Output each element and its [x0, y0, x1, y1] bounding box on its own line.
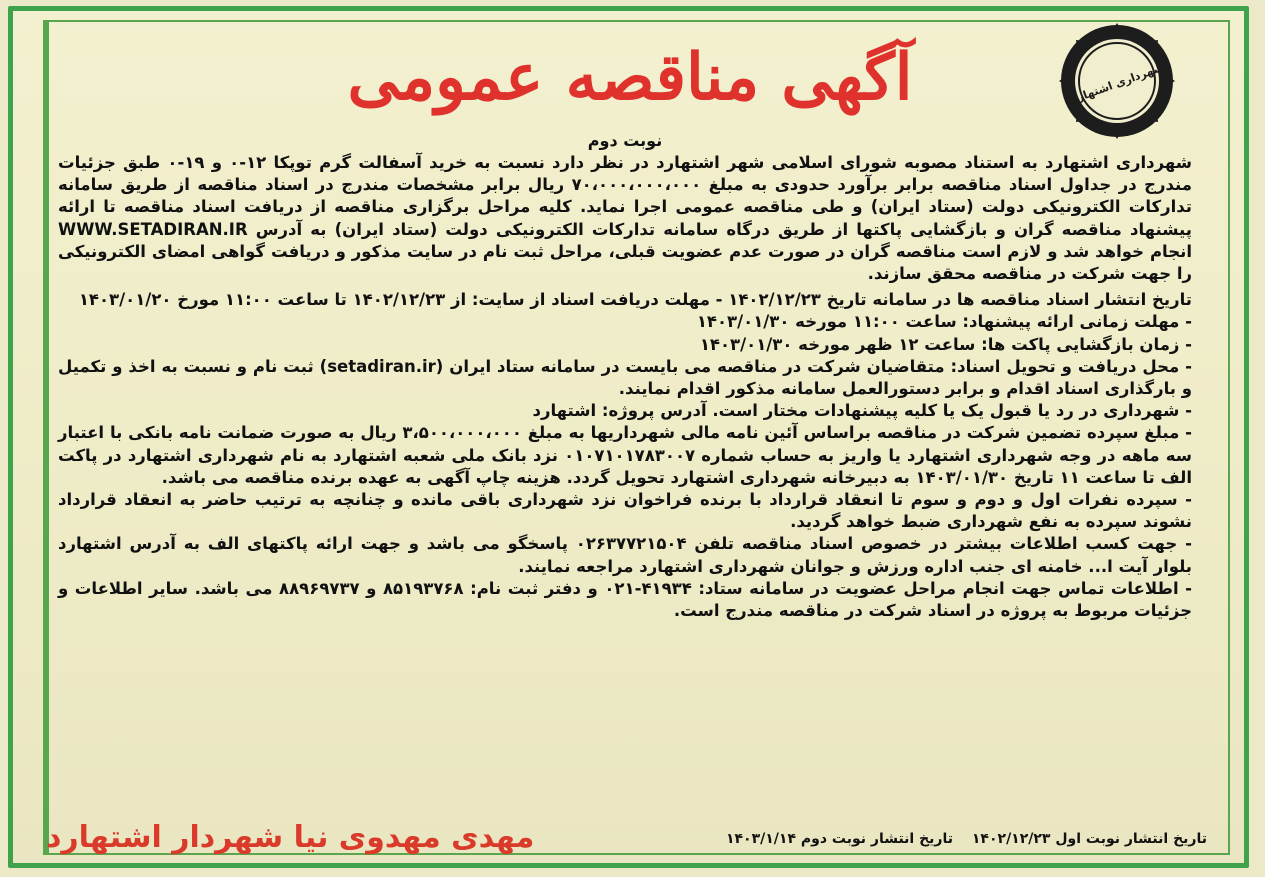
setad-contact: - اطلاعات تماس جهت انجام مراحل عضویت در سامانه ستاد: ۴۱۹۳۴-۰۲۱ و دفتر ثبت نام: ۸۵۱۹۳۷۶۸ و ۸۸۹۶۹۷۳۷ می باشد. سایر اطلاعات و جزئیات مربوط به پروژه در اسناد شرکت در مناقصه مندرج است. [58, 578, 1192, 621]
publication-footer [567, 828, 1207, 850]
municipality-logo-icon [1058, 22, 1176, 140]
opening-time: - زمان بازگشایی پاکت ها: ساعت ۱۲ ظهر مورخه ۱۴۰۳/۰۱/۳۰ [699, 334, 1192, 354]
intro-paragraph: شهرداری اشتهارد به استناد مصوبه شورای اسلامی شهر اشتهارد در نظر دارد نسبت به خرید آسفالت گرم توپکا ۱۲-۰ و ۱۹-۰ طبق جزئیات مندرج در جداول اسناد مناقصه برابر برآورد حدودی به مبلغ ۷۰،۰۰۰،۰۰۰،۰۰۰ ریال برابر مشخصات مندرج در اسناد مناقصه از طریق سامانه تدارکات الکترونیکی دولت (ستاد ایران) و طی مناقصه عمومی اجرا نماید. کلیه مراحل برگزاری مناقصه از دریافت اسناد مناقصه تا ارائه پیشنهاد مناقصه گران و بازگشایی پاکتها از طریق درگاه سامانه تدارکات الکترونیکی دولت (ستاد ایران) به آدرس WWW.SETADIRAN.IR انجام خواهد شد و لازم است مناقصه گران در صورت عدم عضویت قبلی، مراحل ثبت نام در سایت مذکور و دریافت گواهی امضای الکترونیکی را جهت شرکت در مناقصه محقق سازند. [58, 153, 1192, 284]
proposal-deadline: - مهلت زمانی ارائه پیشنهاد: ساعت ۱۱:۰۰ مورخه ۱۴۰۳/۰۱/۳۰ [696, 312, 1192, 332]
rejection-right: - شهرداری در رد یا قبول یک یا کلیه پیشنهادات مختار است. آدرس پروژه: اشتهارد [532, 401, 1192, 421]
notice-round: نوبت دوم [587, 131, 663, 150]
guarantee-deposit: - مبلغ سپرده تضمین شرکت در مناقصه براساس آئین نامه مالی شهرداریها به مبلغ ۳،۵۰۰،۰۰۰،۰۰۰ ریال به صورت ضمانت نامه بانکی با اعتبار سه ماهه در وجه شهرداری اشتهارد یا واریز به حساب شماره ۰۱۰۷۱۰۱۷۸۳۰۰۷ نزد بانک ملی شعبه اشتهارد به نام شهرداری اشتهارد در پاکت الف تا ساعت ۱۱ تاریخ ۱۴۰۳/۰۱/۳۰ به دبیرخانه شهرداری اشتهارد تحویل گردد. هزینه چاپ آگهی به عهده برنده مناقصه می باشد. [58, 423, 1192, 487]
notice-title: آگهی مناقصه عمومی [347, 40, 913, 115]
deposit-retention: - سپرده نفرات اول و دوم و سوم تا انعقاد قرارداد با برنده فراخوان نزد شهرداری باقی مانده و چنانچه به ترتیب حاضر به انعقاد قرارداد نشوند سپرده به نفع شهرداری ضبط خواهد گردید. [58, 490, 1192, 532]
contact-info: - جهت کسب اطلاعات بیشتر در خصوص اسناد مناقصه تلفن ۰۲۶۳۷۷۲۱۵۰۴ پاسخگو می باشد و جهت ارائه پاکتهای الف به آدرس اشتهارد بلوار آیت ا... خامنه ای جنب اداره ورزش و جوانان شهرداری اشتهارد مراجعه نمایند. [58, 534, 1192, 576]
publication-dates: تاریخ انتشار اسناد مناقصه ها در سامانه تاریخ ۱۴۰۲/۱۲/۲۳ - مهلت دریافت اسناد از سایت: از ۱۴۰۲/۱۲/۲۳ تا ساعت ۱۱:۰۰ مورخ ۱۴۰۳/۰۱/۲۰ [78, 290, 1192, 310]
first-publication-date: تاریخ انتشار نوبت اول ۱۴۰۲/۱۲/۲۳ [971, 831, 1207, 847]
notice-body [58, 152, 1192, 802]
document-delivery: - محل دریافت و تحویل اسناد: متقاضیان شرکت در مناقصه می بایست در سامانه ستاد ایران (setadiran.ir) ثبت نام و نسبت به اخذ و تکمیل و بارگذاری اسناد اقدام و برابر دستورالعمل سامانه مذکور اقدام نمایند. [58, 356, 1192, 399]
second-publication-date: تاریخ انتشار نوبت دوم ۱۴۰۳/۱/۱۴ [725, 831, 954, 847]
mayor-signature: مهدی مهدوی نیا شهردار اشتهارد [46, 820, 535, 855]
logo-text: شهرداری اشتهارد [1070, 60, 1166, 107]
